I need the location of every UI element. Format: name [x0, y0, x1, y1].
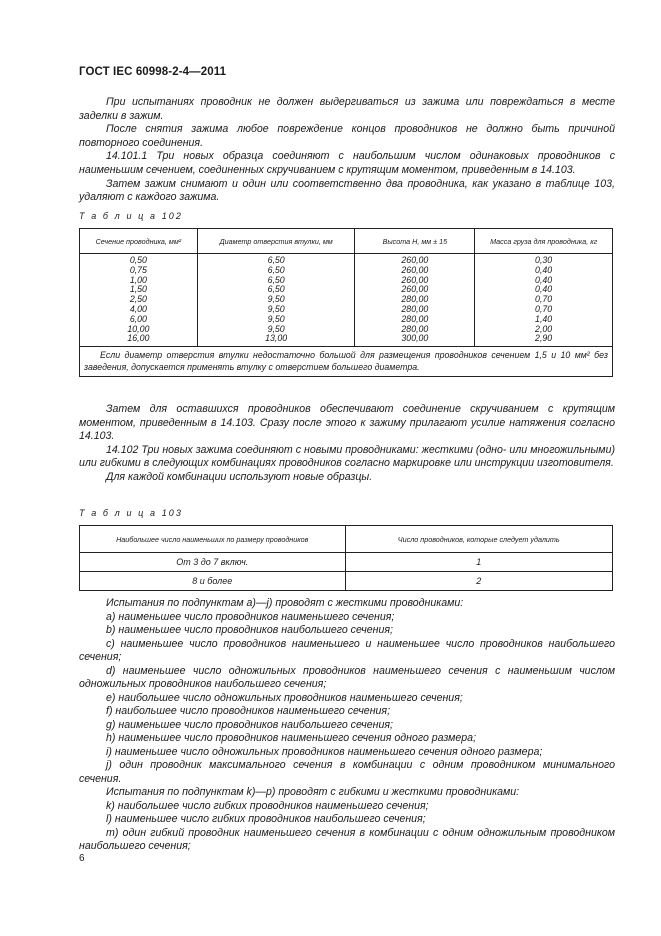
column-load-mass	[475, 254, 613, 347]
list-item: k) наибольшее число гибких проводников наименьшего сечения;	[106, 799, 429, 812]
paragraph: Затем для оставшихся проводников обеспечивают соединение скручиванием с крутящим моментом, приведенным в 14.103. Сразу после этого к зажиму прилагают усилие натяжения согласно 14.103.	[79, 403, 615, 443]
column-header: Число проводников, которые следует удалить	[345, 526, 613, 553]
table-cell: 6,00	[129, 313, 147, 324]
document-header: ГОСТ IEC 60998-2-4—2011	[79, 66, 227, 78]
table-cell: 2,00	[535, 323, 553, 334]
table-header-row	[80, 229, 613, 254]
table-cell: 6,50	[267, 274, 285, 285]
table-cell: 0,70	[535, 303, 553, 314]
column-bushing-diameter	[197, 254, 355, 347]
table-cell: 2	[345, 572, 613, 591]
table-cell: 9,50	[267, 323, 285, 334]
column-header: Масса груза для проводника, кг	[475, 229, 613, 254]
table-cell: 280,00	[401, 294, 429, 305]
table-cell: 9,50	[267, 303, 285, 314]
table-cell: 260,00	[401, 274, 429, 285]
table-cell: 1	[345, 553, 613, 572]
list-item: d) наименьшее число одножильных проводников наименьшего сечения с наименьшим числом одножильных проводников наибольшего сечения;	[79, 664, 615, 690]
list-item: e) наибольшее число одножильных проводников наименьшего сечения;	[106, 691, 463, 704]
table-102	[79, 228, 613, 377]
intro-text	[79, 96, 615, 205]
list-intro: Испытания по подпунктам k)—p) проводят с гибкими и жесткими проводниками:	[106, 786, 520, 798]
list-item: i) наименьшее число одножильных проводников наименьшего сечения одного размера;	[106, 745, 543, 758]
table-cell: 260,00	[401, 255, 429, 265]
table-cell: 280,00	[401, 313, 429, 324]
table-cell: 280,00	[401, 303, 429, 314]
column-cross-section	[80, 254, 198, 347]
table-cell: 0,70	[535, 294, 553, 305]
table-note-text: Если диаметр отверстия втулки недостаточно большой для размещения проводников сечением 1,5 и 10 мм² без заведения, допускается применять втулку с отверстием большего диаметра.	[84, 350, 608, 373]
table-cell: 9,50	[267, 294, 285, 305]
list-item: a) наименьшее число проводников наименьшего сечения;	[106, 610, 395, 623]
table-cell: 280,00	[401, 323, 429, 334]
table-body	[80, 254, 613, 347]
column-header: Высота H, мм ± 15	[355, 229, 475, 254]
table-cell: 10,00	[127, 323, 150, 334]
table-cell: От 3 до 7 включ.	[80, 553, 346, 572]
column-height	[355, 254, 475, 347]
list-item: l) наименьшее число гибких проводников наибольшего сечения;	[106, 813, 426, 825]
table-row	[80, 572, 613, 591]
table-cell: 2,90	[535, 333, 553, 344]
table-cell: 260,00	[401, 284, 429, 295]
page-number: 6	[79, 853, 85, 864]
table-row	[80, 553, 613, 572]
table-cell: 1,50	[129, 284, 147, 295]
table-cell: 6,50	[267, 284, 285, 295]
table-cell: 8 и более	[80, 572, 346, 591]
table-note	[80, 347, 613, 377]
list-item: b) наименьшее число проводников наибольшего сечения;	[106, 624, 393, 636]
table-cell: 6,50	[267, 255, 285, 265]
list-item: m) один гибкий проводник наименьшего сечения в комбинации с одним одножильным проводником наибольшего сечения;	[79, 826, 615, 852]
column-header: Сечение проводника, мм²	[80, 229, 198, 254]
table-cell: 0,30	[535, 255, 553, 265]
paragraph: При испытаниях проводник не должен выдергиваться из зажима или повреждаться в месте заделки в зажим.	[79, 96, 615, 122]
table-cell: 300,00	[401, 333, 429, 344]
table-cell: 1,40	[535, 313, 553, 324]
table-103	[79, 525, 613, 591]
table-102-caption: Т а б л и ц а 102	[79, 211, 184, 221]
list-item: h) наименьшее число проводников наименьшего сечения одного размера;	[106, 732, 477, 744]
table-cell: 6,50	[267, 264, 285, 275]
list-item: j) один проводник максимального сечения в комбинации с одним проводником минимального сечения.	[79, 759, 615, 785]
list-item: f) наибольшее число проводников наименьшего сечения;	[106, 705, 391, 717]
column-header: Наибольшее число наименьших по размеру проводников	[80, 526, 346, 553]
paragraph: После снятия зажима любое повреждение концов проводников не должно быть причиной повторного соединения.	[79, 123, 615, 149]
table-103-caption: Т а б л и ц а 103	[79, 508, 184, 518]
table-cell: 1,00	[129, 274, 147, 285]
table-cell: 0,50	[129, 255, 147, 265]
table-cell: 16,00	[127, 333, 150, 344]
test-list	[79, 597, 615, 854]
table-cell: 2,50	[129, 294, 147, 305]
table-cell: 13,00	[265, 333, 288, 344]
list-item: g) наименьшее число проводников наибольшего сечения;	[106, 718, 393, 731]
column-header: Диаметр отверстия втулки, мм	[197, 229, 355, 254]
table-header-row	[80, 526, 613, 553]
paragraph: 14.102 Три новых зажима соединяют с новыми проводниками: жесткими (одно- или многожильными) или гибкими в следующих комбинациях проводников согласно маркировке или инструкции изготовителя.	[79, 443, 615, 470]
list-intro: Испытания по подпунктам a)—j) проводят с жесткими проводниками:	[106, 597, 464, 609]
paragraph: Для каждой комбинации используют новые образцы.	[106, 470, 373, 483]
list-item: c) наименьшее число проводников наименьшего и наименьшее число проводников наибольшего сечения;	[79, 637, 615, 663]
paragraph: 14.101.1 Три новых образца соединяют с наибольшим числом одинаковых проводников с наименьшим сечением, соединенных скручиванием с крутящим моментом, приведенным в 14.103.	[79, 150, 615, 176]
table-cell: 0,40	[535, 264, 553, 275]
table-note-row	[80, 347, 613, 377]
table-cell: 0,75	[129, 264, 147, 275]
table-cell: 0,40	[535, 284, 553, 295]
table-cell: 260,00	[401, 264, 429, 275]
table-cell: 4,00	[129, 303, 147, 314]
table-cell: 0,40	[535, 274, 553, 285]
middle-text	[79, 403, 615, 485]
paragraph: Затем зажим снимают и один или соответственно два проводника, как указано в таблице 103, удаляют с каждого зажима.	[79, 177, 615, 204]
table-cell: 9,50	[267, 313, 285, 324]
